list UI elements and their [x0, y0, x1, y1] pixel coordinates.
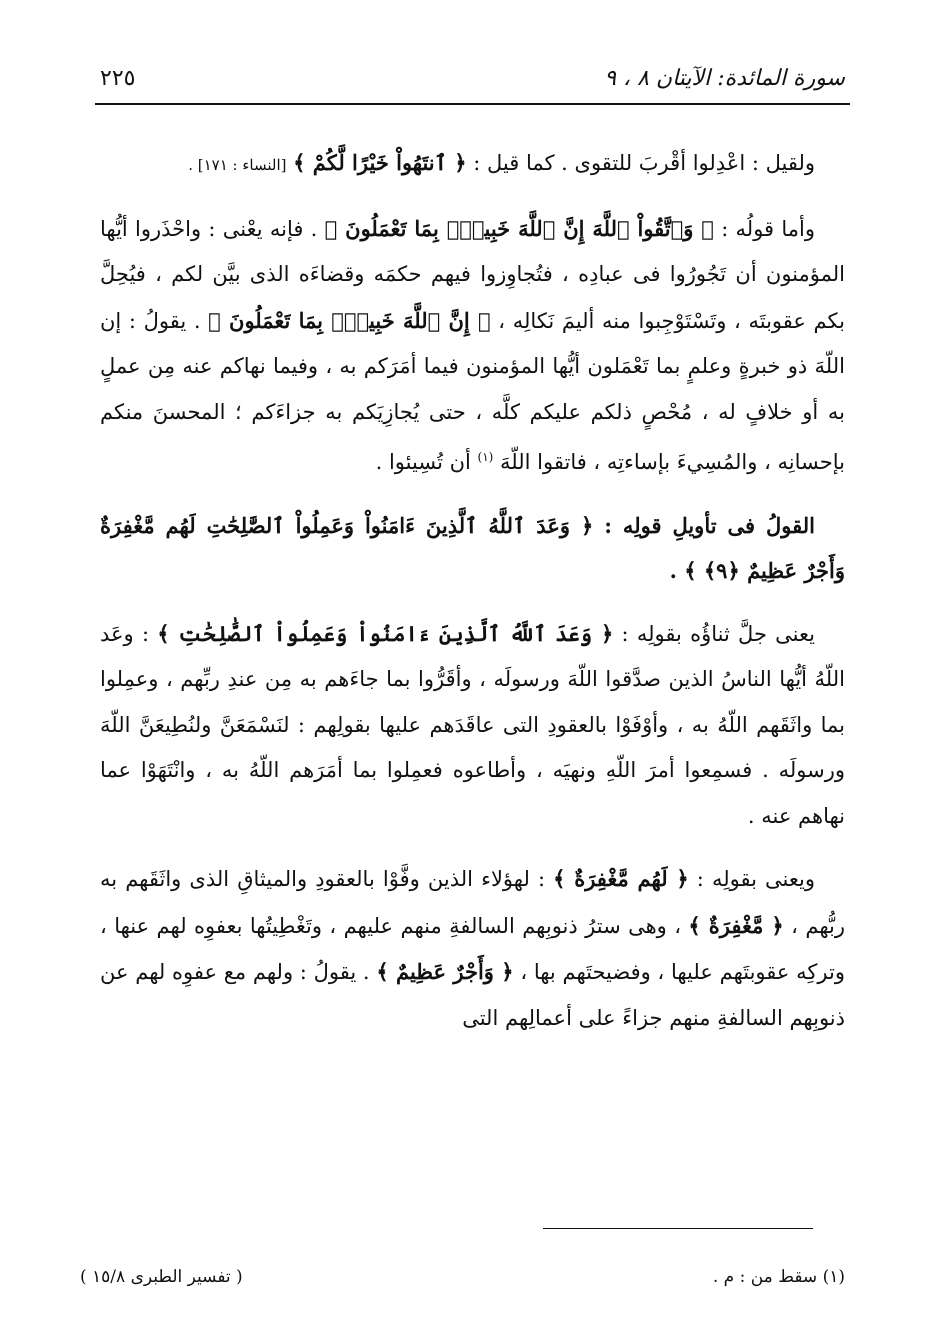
- page-number: ٢٢٥: [100, 65, 136, 91]
- quran-verse: ﴿ وَعَدَ ٱللَّهُ ٱلَّذِينَ ءَامَنُواْ وَعَمِلُواْ ٱلصَّٰلِحَٰتِ لَهُم مَّغْفِرَةٌ وَأَجْرٌ عَظِيمٌ ﴿٩﴾ ﴾: [100, 512, 845, 583]
- quran-verse: ﴿ وَأَجْرٌ عَظِيمٌ ﴾: [376, 959, 514, 984]
- header-divider: [95, 103, 850, 105]
- paragraph-4: [100, 611, 845, 840]
- page-header: [100, 58, 845, 98]
- text: . فإنه يعْنى : واحْذَروا أيُّها المؤمنون أن تَجُورُوا فى عبادِه ، فتُجاوِزوا فيهم حكمَه وقضاءَه الذى بيَّن لكم ، فيُحِلَّ بكم عقوبتَه ، وتَسْتَوْجِبوا منه أليمَ نَكالِه ،: [100, 216, 845, 333]
- footnote-marker[interactable]: (١): [477, 450, 494, 464]
- quran-verse: ﴿ إِنَّ ٱللَّهَ خَبِيرٌۢ بِمَا تَعْمَلُونَ ﴾: [208, 307, 491, 333]
- text: أن تُسِيئوا .: [375, 450, 471, 474]
- text: ولقيل : اعْدِلوا أقْربَ للتقوى . كما قيل :: [466, 151, 815, 175]
- source-citation: ( تفسير الطبرى ١٥/٨ ): [80, 1267, 243, 1287]
- quran-verse: ﴿ وَعَدَ ٱللَّهُ ٱلَّذِينَ ءَامَنُواْ وَعَمِلُواْ ٱلصَّٰلِحَٰتِ ﴾: [157, 620, 614, 646]
- text: ، وهى سترُ ذنوبِهم السالفةِ منهم عليهم ، وتَغْطِيتُها بعفوِه لهم عنها ، وتركِه عقوبتَهم عليها ، وفضيحتَهم بها ،: [100, 913, 845, 984]
- paragraph-5: [100, 856, 845, 1041]
- verse-reference: [النساء : ١٧١] .: [188, 156, 287, 174]
- quran-verse: ﴿ ٱنتَهُواْ خَيْرًا لَّكُمْ ﴾: [293, 150, 467, 175]
- surah-title: سورة المائدة: الآيتان ٨ ، ٩: [604, 65, 845, 91]
- quran-verse: ﴿ مَّغْفِرَةٌ ﴾: [688, 912, 784, 938]
- paragraph-1: [100, 140, 845, 189]
- quran-verse: ﴿ لَهُم مَّغْفِرَةٌ ﴾: [553, 866, 689, 891]
- quran-verse: ﴿ وَٱتَّقُواْ ٱللَّهَ إِنَّ ٱللَّهَ خَبِيرٌۢ بِمَا تَعْمَلُونَ ﴾: [324, 215, 714, 241]
- text: يعنى جلَّ ثناؤُه بقولِه :: [613, 621, 815, 646]
- text: ويعنى بقولِه :: [688, 867, 815, 891]
- text: : لهؤلاء الذين وفَّوْا بالعقودِ والميثاقِ الذى واثَقَهم به ربُّهم ،: [100, 867, 845, 938]
- text: وأما قولُه :: [713, 216, 815, 241]
- footnote: (١) سقط من : م .: [712, 1267, 845, 1287]
- footnote-divider: [543, 1228, 813, 1229]
- text: . يقولُ : ولهم مع عفوِه لهم عن ذنوبِهم السالفةِ منهم جزاءً على أعمالِهم التى: [100, 960, 845, 1030]
- page-footer: [80, 1262, 845, 1292]
- text: . يقولُ : إن اللّهَ ذو خبرةٍ وعلمٍ بما تَعْمَلون أيُّها المؤمنون فيما أمَرَكم به ، وفيما نهاكم عنه مِن عملٍ به أو خلافٍ له ، مُحْصٍ ذلكم عليكم كلَّه ، حتى يُجازِيَكم به جزاءَكم ؛ المحسنَ منكم بإحسانِه ، والمُسِيءَ بإساءتِه ، فاتقوا اللّهَ: [100, 308, 845, 474]
- text: .: [669, 558, 677, 583]
- text: : وعَد اللّهُ أيُّها الناسُ الذين صدَّقوا اللّهَ ورسولَه ، وأقَرُّوا بما جاءَهم به مِن عندِ ربِّهم ، وعمِلوا بما واثَقَهم اللّهُ به ، وأوْفَوْا بالعقودِ التى عاقَدَهم عليها بقولِهم : لنَسْمَعَنَّ ولنُطِيعَنَّ اللّهَ ورسولَه . فسمِعوا أمرَ اللّهِ ونهيَه ، وأطاعوه فعمِلوا بما أمَرَهم اللّهُ به ، وانْتَهَوْا عما نهاهم عنه .: [100, 621, 845, 828]
- text: القولُ فى تأويلِ قولِه :: [593, 512, 815, 538]
- main-text: [100, 140, 845, 1058]
- paragraph-2: [100, 206, 845, 486]
- section-heading: [100, 503, 845, 594]
